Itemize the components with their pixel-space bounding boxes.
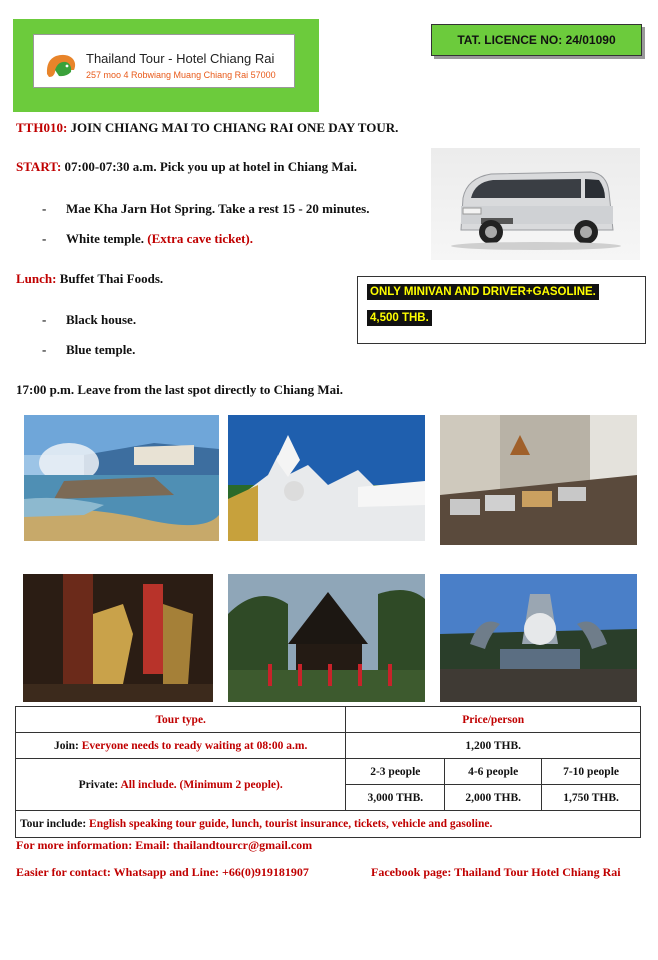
table-row bbox=[16, 811, 641, 838]
group-price: 2,000 THB. bbox=[445, 785, 542, 811]
blue-temple-photo bbox=[440, 574, 637, 702]
tour-code: TTH010: bbox=[16, 120, 68, 135]
group-size: 4-6 people bbox=[445, 759, 542, 785]
lunch-line: Lunch: Buffet Thai Foods. bbox=[16, 271, 164, 286]
logo-address: 257 moo 4 Robwiang Muang Chiang Rai 57000 bbox=[86, 70, 276, 80]
elephant-logo-icon bbox=[44, 50, 78, 80]
tour-heading bbox=[16, 120, 398, 136]
price-table bbox=[15, 706, 641, 838]
end-line: 17:00 p.m. Leave from the last spot directly to Chiang Mai. bbox=[16, 382, 344, 397]
tour-include-cell: Tour include: English speaking tour guide, lunch, tourist insurance, tickets, vehicle and gasoline. bbox=[16, 811, 641, 838]
logo-title: Thailand Tour - Hotel Chiang Rai bbox=[86, 51, 275, 66]
email-link[interactable]: thailandtourcr@gmail.com bbox=[172, 838, 313, 852]
group-size: 7-10 people bbox=[542, 759, 641, 785]
facebook-link[interactable]: Facebook page: Thailand Tour Hotel Chiang Rai bbox=[371, 865, 621, 879]
offer-line: ONLY MINIVAN AND DRIVER+GASOLINE. bbox=[367, 284, 599, 300]
start-label: START: bbox=[16, 159, 62, 174]
minivan-photo bbox=[431, 148, 640, 260]
join-cell: Join: Everyone needs to ready waiting at 08:00 a.m. bbox=[16, 733, 346, 759]
minivan-offer-box bbox=[357, 276, 646, 344]
contact-line: Easier for contact: Whatsapp and Line: +66(0)919181907 bbox=[16, 865, 309, 879]
email-line bbox=[16, 838, 312, 853]
table-row bbox=[16, 733, 641, 759]
group-price: 3,000 THB. bbox=[346, 785, 445, 811]
group-price: 1,750 THB. bbox=[542, 785, 641, 811]
list-item: - White temple. (Extra cave ticket). bbox=[42, 231, 253, 246]
list-item: - Mae Kha Jarn Hot Spring. Take a rest 15 - 20 minutes. bbox=[42, 201, 370, 216]
join-price: 1,200 THB. bbox=[346, 733, 641, 759]
list-item: - Blue temple. bbox=[42, 342, 136, 357]
table-header-price: Price/person bbox=[346, 707, 641, 733]
buffet-photo bbox=[440, 415, 637, 545]
licence-badge: TAT. LICENCE NO: 24/01090 bbox=[431, 24, 642, 56]
list-item: - Black house. bbox=[42, 312, 137, 327]
group-size: 2-3 people bbox=[346, 759, 445, 785]
start-text: 07:00-07:30 a.m. Pick you up at hotel in Chiang Mai. bbox=[61, 159, 358, 174]
black-house-interior-photo bbox=[23, 574, 213, 702]
start-line bbox=[16, 159, 357, 175]
white-temple-photo bbox=[228, 415, 425, 541]
private-cell: Private: All include. (Minimum 2 people). bbox=[16, 759, 346, 811]
offer-price: 4,500 THB. bbox=[367, 310, 432, 326]
table-header-tour-type: Tour type. bbox=[16, 707, 346, 733]
email-label: For more information: Email: bbox=[16, 838, 173, 852]
black-house-photo bbox=[228, 574, 425, 702]
hot-spring-photo bbox=[24, 415, 219, 541]
table-row bbox=[16, 759, 641, 785]
tour-title: JOIN CHIANG MAI TO CHIANG RAI ONE DAY TOUR. bbox=[67, 120, 399, 135]
lunch-label: Lunch: bbox=[16, 271, 57, 286]
